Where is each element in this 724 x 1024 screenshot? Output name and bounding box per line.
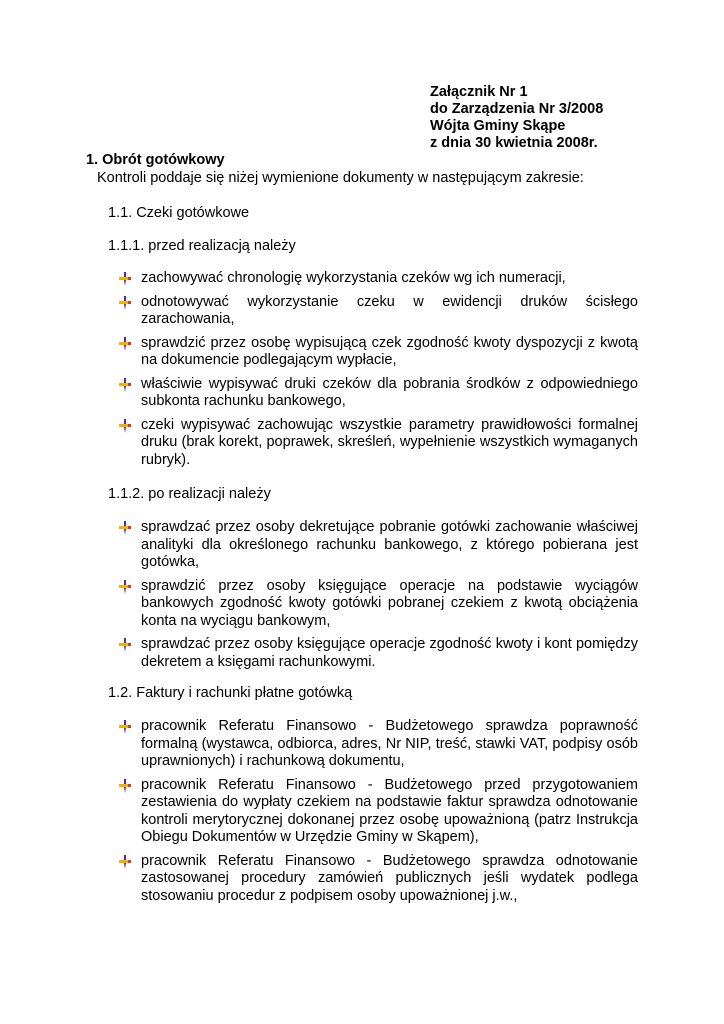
list-item (118, 376, 638, 411)
subsection-1-1-heading: 1.1. Czeki gotówkowe (108, 205, 250, 221)
list-item (118, 777, 638, 847)
list-item-text: pracownik Referatu Finansowo - Budżetowego sprawdza poprawność formalną (wystawca, odbiorca, adres, Nr NIP, treść, stawki VAT, podpisy osób uprawnionych) i rachunkową dokumentu, (141, 718, 638, 769)
list-item-text: sprawdzać przez osoby dekretujące pobranie gotówki zachowanie właściwej analityki dla określonego rachunku bankowego, z którego pobierana jest gotówka, (141, 519, 638, 570)
annex-header-line-3: Wójta Gminy Skąpe (430, 118, 566, 134)
list-item (118, 417, 638, 470)
pushpin-bullet-icon (118, 855, 132, 869)
subsection-1-1-1-heading: 1.1.1. przed realizacją należy (108, 238, 296, 254)
list-item-text: właściwie wypisywać druki czeków dla pobrania środków z odpowiedniego subkonta rachunku bankowego, (141, 375, 638, 409)
pushpin-bullet-icon (118, 337, 132, 351)
annex-header-line-1: Załącznik Nr 1 (430, 84, 528, 100)
list-item (118, 294, 638, 329)
subsection-1-2-heading: 1.2. Faktury i rachunki płatne gotówką (108, 685, 353, 701)
list-1-1-2 (118, 519, 638, 677)
list-item-text: odnotowywać wykorzystanie czeku w ewidencji druków ścisłego zarachowania, (141, 293, 638, 327)
section-intro: Kontroli poddaje się niżej wymienione dokumenty w następującym zakresie: (97, 170, 584, 186)
list-item-text: pracownik Referatu Finansowo - Budżetowego sprawdza odnotowanie zastosowanej procedury zamówień publicznych jeśli wydatek podlega stosowaniu procedur z podpisem osoby upoważnionej j.w., (141, 852, 638, 904)
annex-header (430, 84, 603, 152)
list-item-text: czeki wypisywać zachowując wszystkie parametry prawidłowości formalnej druku (brak korekt, poprawek, skreśleń, wypełnienie wszystkich wymaganych rubryk). (141, 416, 638, 468)
pushpin-bullet-icon (118, 521, 132, 535)
list-item-text: sprawdzić przez osoby księgujące operacje na podstawie wyciągów bankowych zgodność kwoty gotówki pobranej czekiem z kwotą obciążenia konta na wyciągu bankowym, (141, 577, 638, 629)
pushpin-bullet-icon (118, 419, 132, 433)
pushpin-bullet-icon (118, 272, 132, 286)
list-item-text: zachowywać chronologię wykorzystania czeków wg ich numeracji, (141, 270, 566, 286)
annex-header-line-2: do Zarządzenia Nr 3/2008 (430, 101, 604, 117)
pushpin-bullet-icon (118, 296, 132, 310)
list-item-text: sprawdzać przez osoby księgujące operacje zgodność kwoty i kont pomiędzy dekretem a księgami rachunkowymi. (141, 636, 638, 670)
list-item (118, 853, 638, 906)
pushpin-bullet-icon (118, 779, 132, 793)
list-item-text: sprawdzić przez osobę wypisującą czek zgodność kwoty dyspozycji z kwotą na dokumencie podlegającym wypłacie, (141, 334, 638, 368)
list-item (118, 270, 638, 288)
list-item (118, 578, 638, 631)
list-item (118, 718, 638, 771)
subsection-1-1-2-heading: 1.1.2. po realizacji należy (108, 486, 271, 502)
list-item (118, 636, 638, 671)
pushpin-bullet-icon (118, 580, 132, 594)
pushpin-bullet-icon (118, 720, 132, 734)
list-1-2 (118, 718, 638, 911)
annex-header-line-4: z dnia 30 kwietnia 2008r. (430, 135, 598, 151)
pushpin-bullet-icon (118, 638, 132, 652)
section-title: 1. Obrót gotówkowy (86, 152, 225, 168)
list-item (118, 519, 638, 572)
list-1-1-1 (118, 270, 638, 475)
pushpin-bullet-icon (118, 378, 132, 392)
list-item (118, 335, 638, 370)
list-item-text: pracownik Referatu Finansowo - Budżetowego przed przygotowaniem zestawienia do wypłaty czekiem na podstawie faktur sprawdza odnotowanie kontroli merytorycznej dokonanej przez osobę upoważnioną (patrz Instrukcja Obiegu Dokumentów w Urzędzie Gminy w Skąpem), (141, 776, 638, 845)
